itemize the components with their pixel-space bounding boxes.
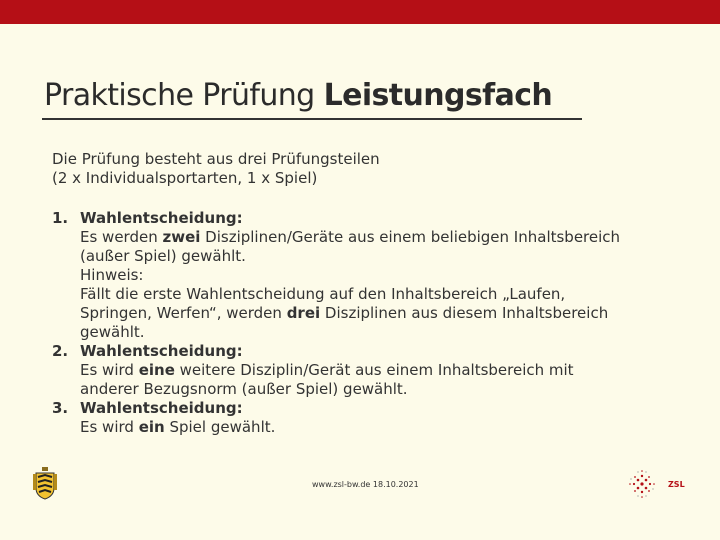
list-line: anderer Bezugsnorm (außer Spiel) gewählt. bbox=[80, 380, 408, 398]
zsl-logo-label: ZSL bbox=[668, 480, 685, 489]
list-line: Es wird eine weitere Disziplin/Gerät aus einem Inhaltsbereich mit bbox=[80, 361, 574, 379]
list-item bbox=[52, 342, 672, 399]
list-number: 1. bbox=[52, 209, 69, 227]
slide-title bbox=[44, 78, 552, 113]
footer-text: www.zsl-bw.de 18.10.2021 bbox=[312, 480, 419, 489]
list-line: Es werden zwei Disziplinen/Geräte aus einem beliebigen Inhaltsbereich bbox=[80, 228, 621, 246]
intro-text bbox=[52, 150, 380, 188]
list-item bbox=[52, 209, 672, 342]
intro-line-1: Die Prüfung besteht aus drei Prüfungsteilen bbox=[52, 150, 380, 168]
title-bold: Leistungsfach bbox=[323, 78, 553, 113]
list-item bbox=[52, 399, 672, 437]
list-line: gewählt. bbox=[80, 323, 145, 341]
list-line: Fällt die erste Wahlentscheidung auf den Inhaltsbereich „Laufen, bbox=[80, 285, 566, 303]
zsl-logo bbox=[628, 468, 698, 500]
list-line: Es wird ein Spiel gewählt. bbox=[80, 418, 276, 436]
title-underline bbox=[42, 118, 582, 120]
list-number: 3. bbox=[52, 399, 69, 417]
list-heading: Wahlentscheidung: bbox=[80, 342, 243, 360]
list-line: Springen, Werfen“, werden drei Disziplinen aus diesem Inhaltsbereich bbox=[80, 304, 609, 322]
title-regular: Praktische Prüfung bbox=[44, 78, 324, 113]
list-number: 2. bbox=[52, 342, 69, 360]
top-bar bbox=[0, 0, 720, 24]
list-heading: Wahlentscheidung: bbox=[80, 209, 243, 227]
coat-of-arms-icon bbox=[33, 466, 57, 500]
numbered-list bbox=[52, 209, 672, 437]
intro-line-2: (2 x Individualsportarten, 1 x Spiel) bbox=[52, 169, 318, 187]
list-line: (außer Spiel) gewählt. bbox=[80, 247, 246, 265]
list-heading: Wahlentscheidung: bbox=[80, 399, 243, 417]
list-line: Hinweis: bbox=[80, 266, 144, 284]
